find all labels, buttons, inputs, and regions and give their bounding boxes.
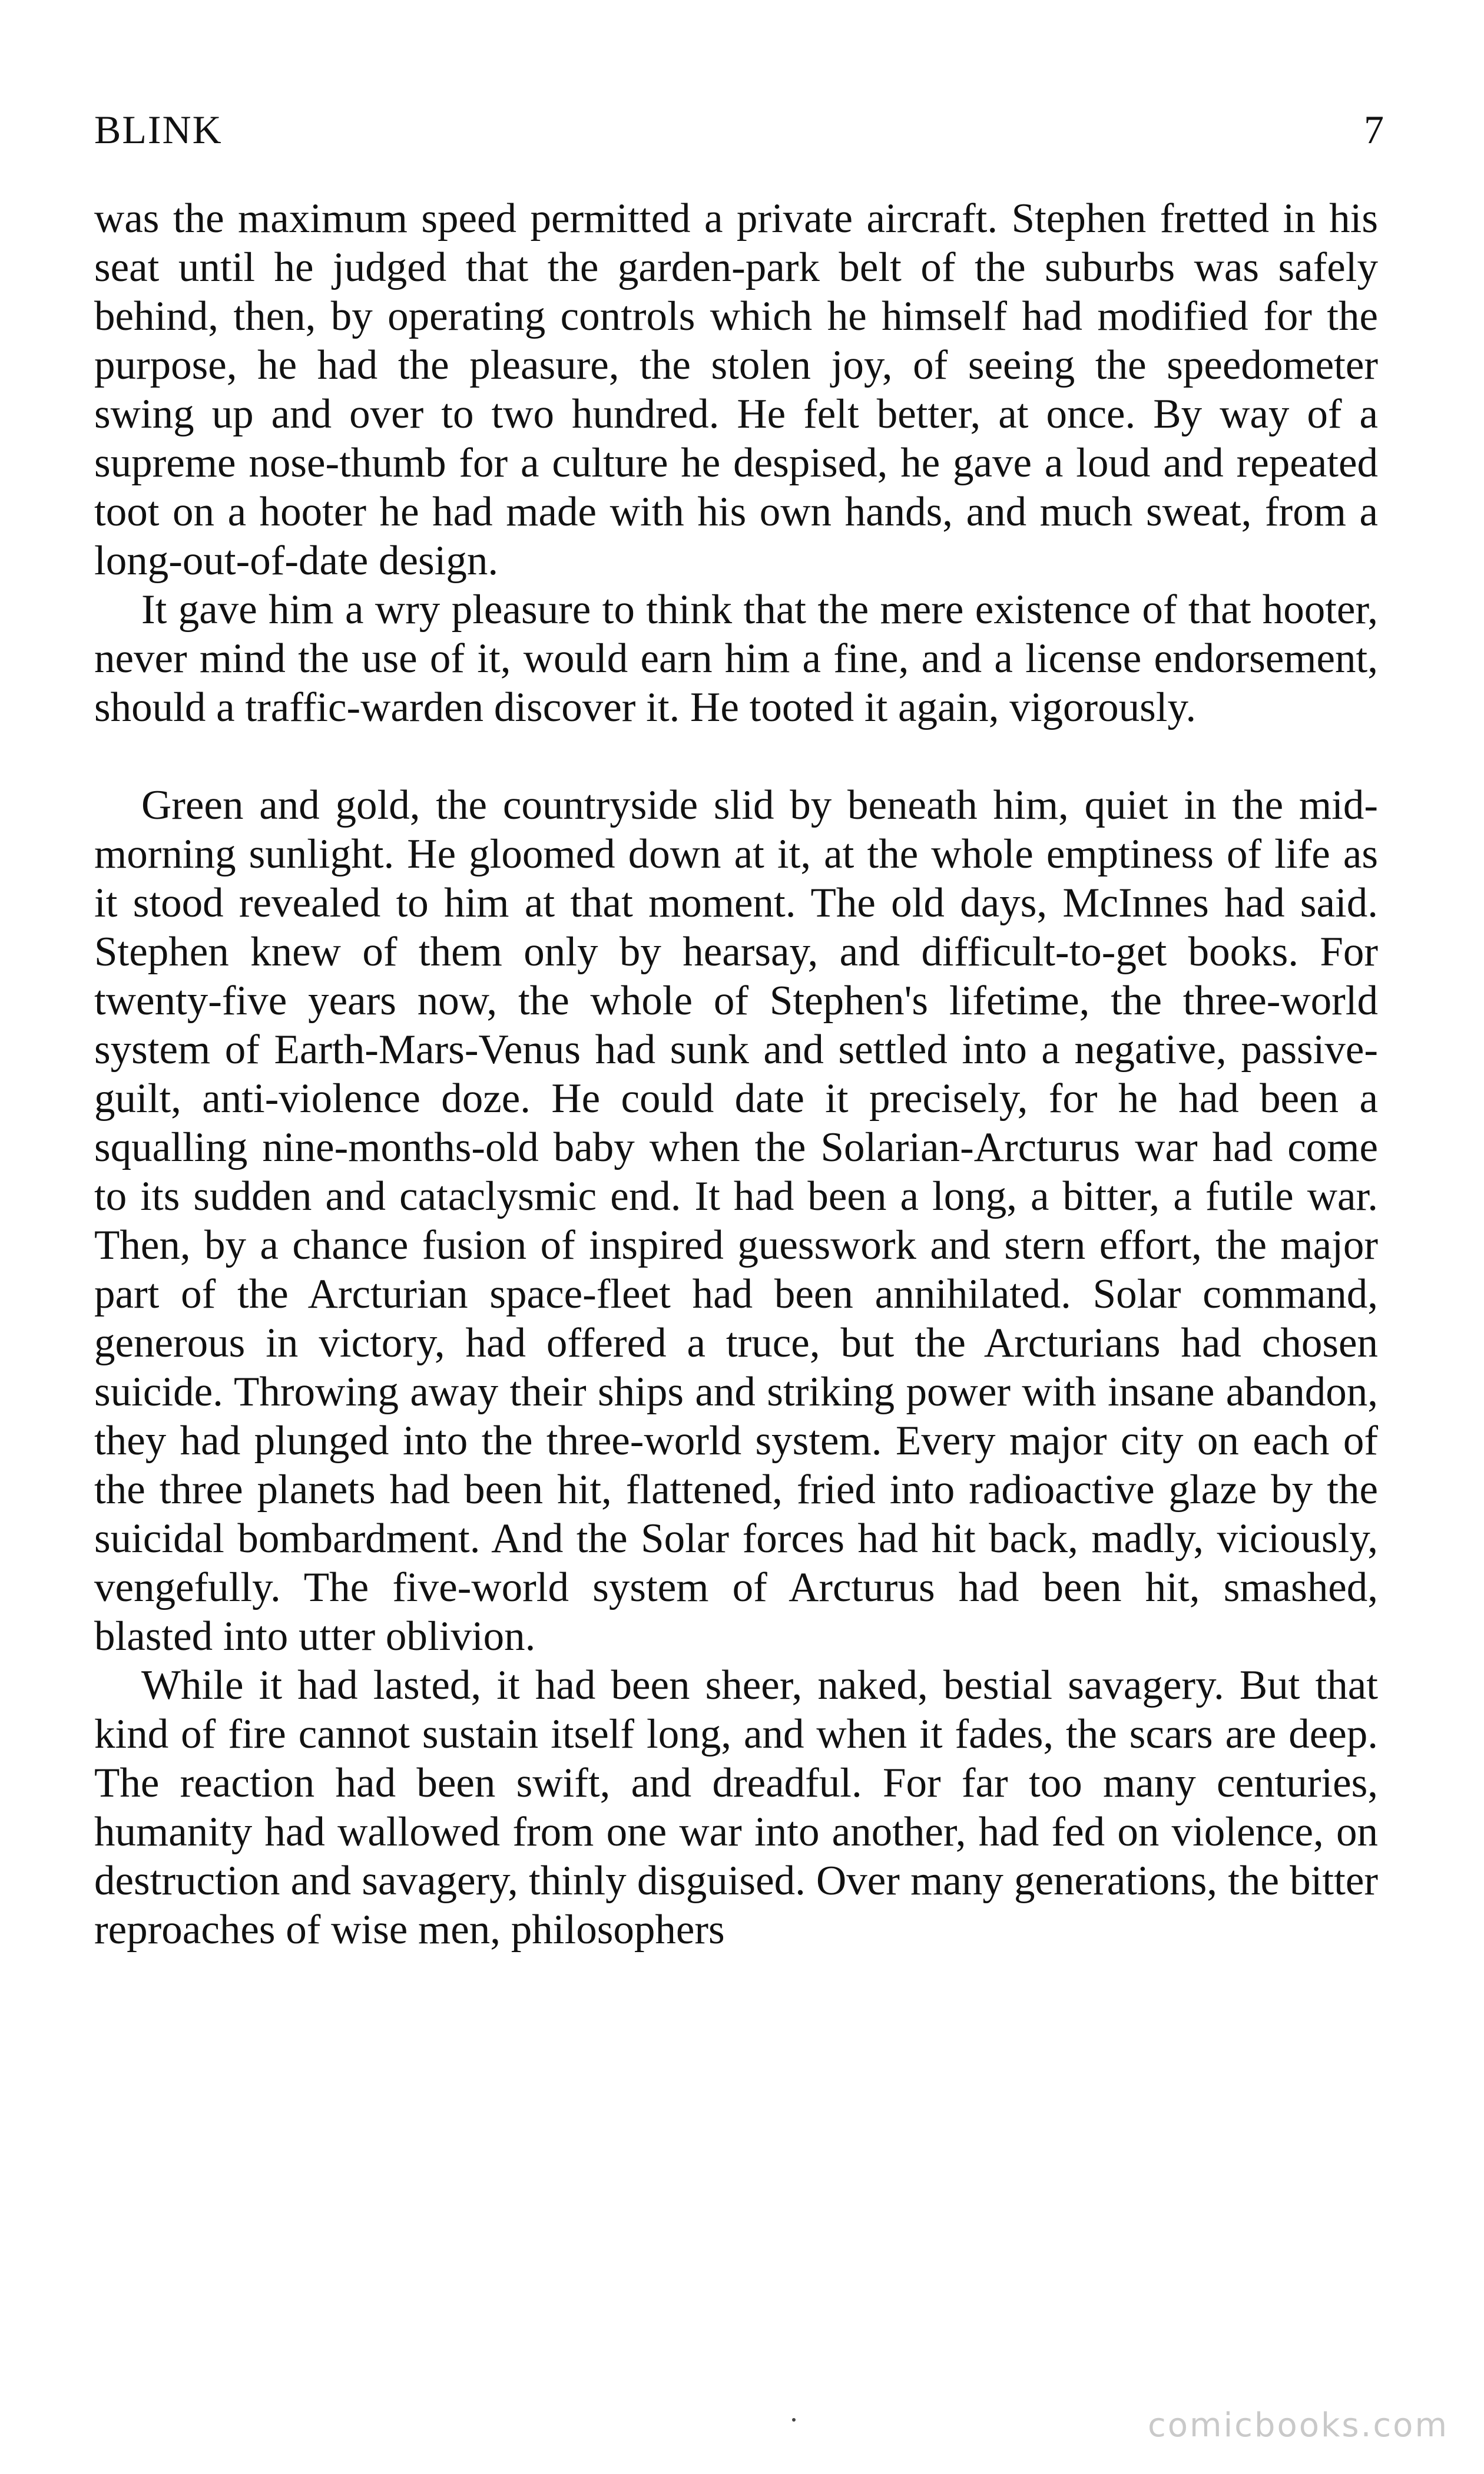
paragraph-continued: was the maximum speed permitted a private aircraft. Stephen fretted in his seat until he judged that the garden-park belt of the suburbs was safely behind, then, by operating controls which he himself had modified for the purpose, he had the pleasure, the stolen joy, of seeing the speedometer swing up and over to two hundred. He felt better, at once. By way of a supreme nose-thumb for a culture he despised, he gave a loud and repeated toot on a hooter he had made with his own hands, and much sweat, from a long-out-of-date design. [94, 196, 1378, 584]
paragraph-hooter: It gave him a wry pleasure to think that the mere existence of that hooter, never mind the use of it, would earn him a fine, and a license endorsement, should a traffic-warden discover it. He tooted it again, vigorously. [94, 587, 1378, 730]
paragraph-countryside: Green and gold, the countryside slid by beneath him, quiet in the mid-morning sunlight. He gloomed down at it, at the whole emptiness of life as it stood revealed to him at that moment. The old days, McInnes had said. Stephen knew of them only by hearsay, and difficult-to-get books. For twenty-five years now, the whole of Stephen's lifetime, the three-world system of Earth-Mars-Venus had sunk and settled into a negative, passive-guilt, anti-violence doze. He could date it precisely, for he had been a squalling nine-months-old baby when the Solarian-Arcturus war had come to its sudden and cataclysmic end. It had been a long, a bitter, a futile war. Then, by a chance fusion of inspired guesswork and stern effort, the major part of the Arcturian space-fleet had been annihilated. Solar command, generous in victory, had offered a truce, but the Arcturians had chosen suicide. Throwing away their ships and striking power with insane abandon, they had plunged into the three-world system. Every major city on each of the three planets had been hit, flattened, fried into radioactive glaze by the suicidal bombardment. And the Solar forces had hit back, madly, viciously, vengefully. The five-world system of Arcturus had been hit, smashed, blasted into utter oblivion. [94, 782, 1378, 1659]
body-text [94, 194, 1378, 1954]
page-number: 7 [1364, 107, 1384, 152]
print-speck [792, 2418, 796, 2422]
paragraph-savagery: While it had lasted, it had been sheer, naked, bestial savagery. But that kind of fire cannot sustain itself long, and when it fades, the scars are deep. The reaction had been swift, and dreadful. For far too many centuries, humanity had wallowed from one war into another, had fed on violence, on destruction and savagery, thinly disguised. Over many generations, the bitter reproaches of wise men, philosophers [94, 1662, 1378, 1953]
watermark: comicbooks.com [1147, 2406, 1449, 2445]
running-title: BLINK [94, 107, 223, 152]
running-head [94, 100, 1384, 159]
